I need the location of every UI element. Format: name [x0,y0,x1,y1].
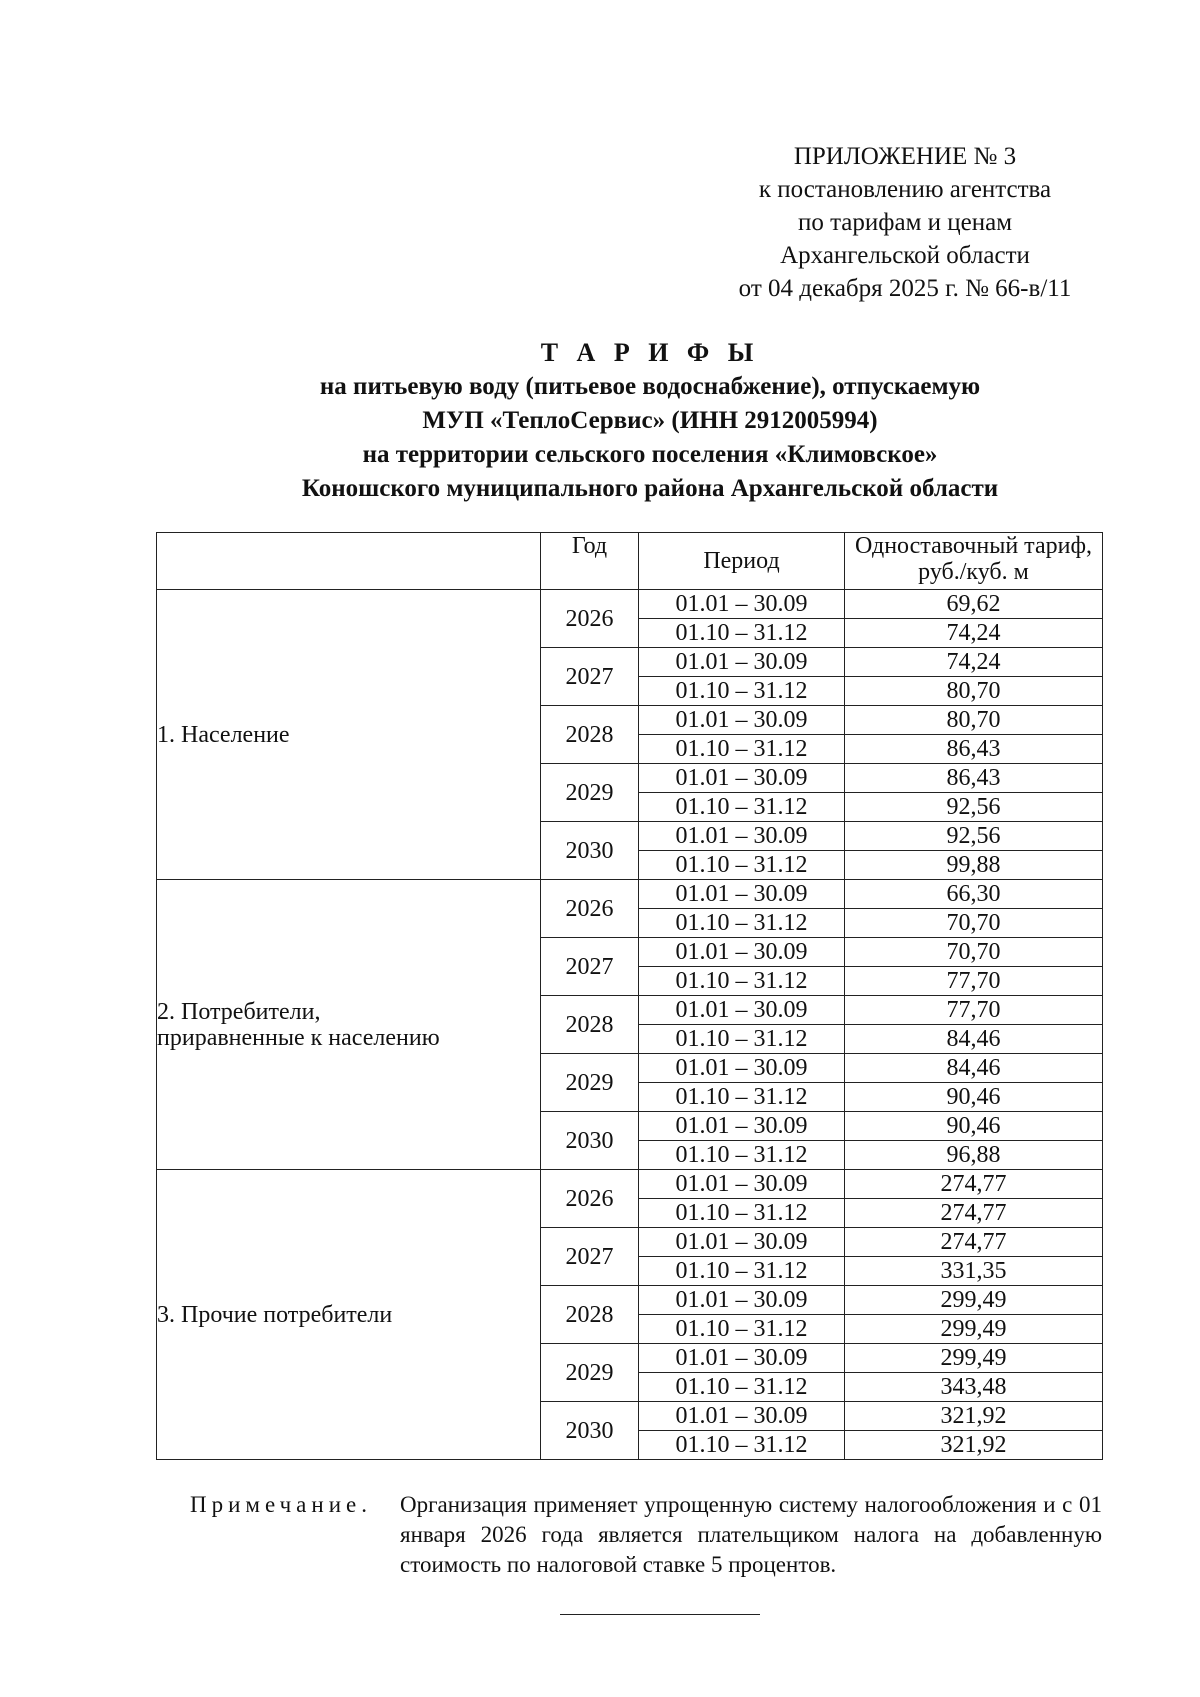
closing-divider [560,1614,760,1615]
year-cell: 2026 [541,590,639,648]
appendix-line: к постановлению агентства [758,176,1052,203]
year-cell: 2027 [541,938,639,996]
category-label: приравненные к населению [157,1024,440,1051]
appendix-block [690,140,1120,305]
appendix-date-number: от 04 декабря 2025 г. № 66-в/11 [738,275,1072,302]
year-cell: 2026 [541,1170,639,1228]
tariff-value-cell: 90,46 [845,1112,1103,1141]
tariff-value-cell: 90,46 [845,1083,1103,1112]
document-subtitle-line: Коношского муниципального района Архангельской области [301,475,999,502]
tariff-value-cell: 86,43 [845,735,1103,764]
period-cell: 01.10 – 31.12 [639,1257,845,1286]
period-cell: 01.01 – 30.09 [639,1170,845,1199]
tariff-value-cell: 69,62 [845,590,1103,619]
header-year: Год [541,533,639,590]
tariff-value-cell: 92,56 [845,793,1103,822]
tariff-value-cell: 66,30 [845,880,1103,909]
period-cell: 01.10 – 31.12 [639,1431,845,1460]
tariff-value-cell: 321,92 [845,1402,1103,1431]
period-cell: 01.01 – 30.09 [639,1054,845,1083]
table-row [157,880,1103,909]
year-cell: 2030 [541,1402,639,1460]
period-cell: 01.10 – 31.12 [639,677,845,706]
period-cell: 01.01 – 30.09 [639,1402,845,1431]
period-cell: 01.01 – 30.09 [639,880,845,909]
table-body [157,590,1103,1460]
tariff-value-cell: 274,77 [845,1228,1103,1257]
period-cell: 01.01 – 30.09 [639,764,845,793]
period-cell: 01.10 – 31.12 [639,851,845,880]
year-cell: 2028 [541,996,639,1054]
year-cell: 2029 [541,1054,639,1112]
tariff-table [156,532,1103,1460]
period-cell: 01.10 – 31.12 [639,1025,845,1054]
period-cell: 01.01 – 30.09 [639,590,845,619]
year-cell: 2030 [541,1112,639,1170]
tariff-value-cell: 321,92 [845,1431,1103,1460]
tariff-value-cell: 77,70 [845,967,1103,996]
period-cell: 01.10 – 31.12 [639,1141,845,1170]
tariff-value-cell: 299,49 [845,1315,1103,1344]
category-cell [157,590,541,880]
period-cell: 01.01 – 30.09 [639,1286,845,1315]
tariff-value-cell: 74,24 [845,648,1103,677]
year-cell: 2028 [541,1286,639,1344]
year-cell: 2029 [541,764,639,822]
period-cell: 01.01 – 30.09 [639,996,845,1025]
header-tariff-line1: Одноставочный тариф, [854,533,1092,559]
tariff-value-cell: 96,88 [845,1141,1103,1170]
year-cell: 2029 [541,1344,639,1402]
tariff-value-cell: 274,77 [845,1170,1103,1199]
header-tariff [845,533,1103,590]
tariff-value-cell: 86,43 [845,764,1103,793]
year-cell: 2030 [541,822,639,880]
header-period: Период [639,533,845,590]
category-label: 3. Прочие потребители [157,1301,393,1328]
tariff-value-cell: 80,70 [845,706,1103,735]
year-cell: 2028 [541,706,639,764]
document-subtitle-line: на территории сельского поселения «Климовское» [362,441,938,468]
period-cell: 01.10 – 31.12 [639,967,845,996]
tariff-value-cell: 70,70 [845,909,1103,938]
period-cell: 01.01 – 30.09 [639,1344,845,1373]
period-cell: 01.10 – 31.12 [639,909,845,938]
period-cell: 01.01 – 30.09 [639,1228,845,1257]
appendix-line: по тарифам и ценам [797,209,1013,236]
table-header-row [157,533,1103,590]
header-tariff-line2: руб./куб. м [918,559,1029,585]
period-cell: 01.10 – 31.12 [639,1199,845,1228]
tariff-value-cell: 70,70 [845,938,1103,967]
tariff-value-cell: 80,70 [845,677,1103,706]
period-cell: 01.10 – 31.12 [639,619,845,648]
tariff-value-cell: 299,49 [845,1344,1103,1373]
header-empty-cell [157,533,541,590]
note-text: Организация применяет упрощенную систему налогообложения и с 01 января 2026 года является плательщиком налога на добавленную стоимость по налоговой ставке 5 процентов. [400,1492,1102,1577]
tariff-value-cell: 74,24 [845,619,1103,648]
tariff-value-cell: 99,88 [845,851,1103,880]
appendix-title: ПРИЛОЖЕНИЕ № 3 [793,143,1017,170]
tariff-value-cell: 331,35 [845,1257,1103,1286]
category-cell [157,1170,541,1460]
document-title: Т А Р И Ф Ы [540,338,760,367]
period-cell: 01.01 – 30.09 [639,648,845,677]
period-cell: 01.01 – 30.09 [639,706,845,735]
document-subtitle-line: на питьевую воду (питьевое водоснабжение), отпускаемую [319,373,981,400]
document-title-block [150,336,1150,506]
table-row [157,1170,1103,1199]
category-label: 1. Население [157,721,290,748]
period-cell: 01.01 – 30.09 [639,1112,845,1141]
period-cell: 01.01 – 30.09 [639,938,845,967]
table-row [157,590,1103,619]
tariff-value-cell: 274,77 [845,1199,1103,1228]
note-label: Примечание. [190,1492,372,1517]
period-cell: 01.10 – 31.12 [639,1083,845,1112]
year-cell: 2027 [541,1228,639,1286]
period-cell: 01.10 – 31.12 [639,1373,845,1402]
category-label: 2. Потребители, [157,998,321,1025]
tariff-value-cell: 299,49 [845,1286,1103,1315]
category-cell [157,880,541,1170]
tariff-value-cell: 92,56 [845,822,1103,851]
tariff-value-cell: 84,46 [845,1025,1103,1054]
document-subtitle-line: МУП «ТеплоСервис» (ИНН 2912005994) [422,407,878,434]
year-cell: 2026 [541,880,639,938]
period-cell: 01.10 – 31.12 [639,793,845,822]
tariff-value-cell: 84,46 [845,1054,1103,1083]
year-cell: 2027 [541,648,639,706]
period-cell: 01.10 – 31.12 [639,1315,845,1344]
period-cell: 01.10 – 31.12 [639,735,845,764]
tariff-value-cell: 77,70 [845,996,1103,1025]
period-cell: 01.01 – 30.09 [639,822,845,851]
appendix-line: Архангельской области [780,242,1030,269]
tariff-value-cell: 343,48 [845,1373,1103,1402]
